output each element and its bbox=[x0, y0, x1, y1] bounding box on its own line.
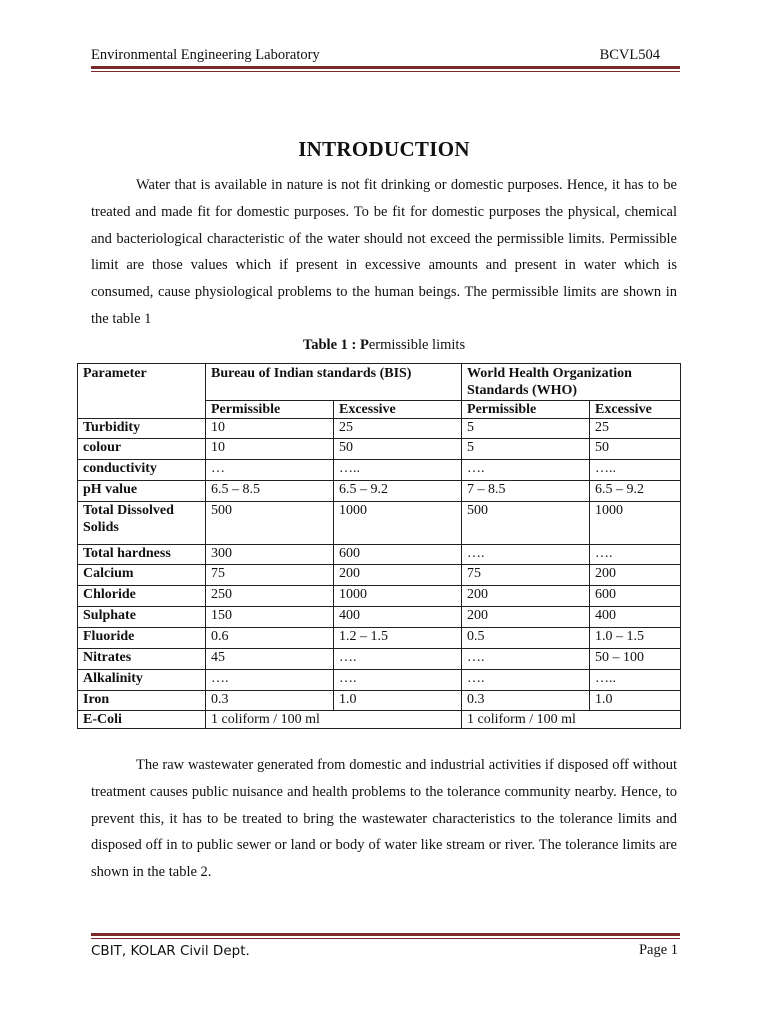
table-row bbox=[78, 565, 681, 586]
cell-bis-excessive: 600 bbox=[334, 545, 462, 565]
subheader-bis-excessive: Excessive bbox=[334, 401, 462, 419]
cell-bis-excessive: 50 bbox=[334, 439, 462, 460]
cell-who-excessive: 1.0 bbox=[590, 691, 681, 711]
table-row bbox=[78, 481, 681, 502]
cell-bis-excessive: 1.0 bbox=[334, 691, 462, 711]
cell-who-permissible: …. bbox=[462, 545, 590, 565]
table-row bbox=[78, 586, 681, 607]
cell-parameter: Fluoride bbox=[78, 628, 206, 649]
table-row bbox=[78, 502, 681, 545]
header-parameter: Parameter bbox=[78, 364, 206, 419]
cell-who-permissible: …. bbox=[462, 460, 590, 481]
cell-bis-excessive: 1.2 – 1.5 bbox=[334, 628, 462, 649]
cell-who-permissible: 5 bbox=[462, 439, 590, 460]
cell-who-permissible: 0.3 bbox=[462, 691, 590, 711]
cell-bis-excessive: 6.5 – 9.2 bbox=[334, 481, 462, 502]
subheader-who-excessive: Excessive bbox=[590, 401, 681, 419]
cell-parameter: Total Dissolved Solids bbox=[78, 502, 206, 545]
footer-rule-thin bbox=[91, 938, 680, 939]
cell-who-permissible: …. bbox=[462, 670, 590, 691]
footer-rule-thick bbox=[91, 933, 680, 936]
cell-bis-permissible: 300 bbox=[206, 545, 334, 565]
header-rule-thick bbox=[91, 66, 680, 69]
table-row-ecoli bbox=[78, 711, 681, 729]
cell-who-excessive: ….. bbox=[590, 460, 681, 481]
cell-who-excessive: 25 bbox=[590, 419, 681, 439]
cell-bis-permissible: 0.3 bbox=[206, 691, 334, 711]
table-caption-rest: ermissible limits bbox=[368, 337, 466, 353]
cell-bis-excessive: 1000 bbox=[334, 586, 462, 607]
cell-who-permissible: 0.5 bbox=[462, 628, 590, 649]
permissible-limits-table bbox=[77, 363, 681, 729]
table-row bbox=[78, 607, 681, 628]
header-rule-thin bbox=[91, 71, 680, 72]
cell-bis-permissible: 0.6 bbox=[206, 628, 334, 649]
page-footer-right: Page 1 bbox=[638, 942, 678, 958]
table-row bbox=[78, 649, 681, 670]
cell-parameter: pH value bbox=[78, 481, 206, 502]
cell-who-excessive: 1.0 – 1.5 bbox=[590, 628, 681, 649]
cell-bis-permissible: 75 bbox=[206, 565, 334, 586]
table-row bbox=[78, 670, 681, 691]
cell-who-excessive: 400 bbox=[590, 607, 681, 628]
cell-parameter: Alkalinity bbox=[78, 670, 206, 691]
header-bis: Bureau of Indian standards (BIS) bbox=[206, 364, 462, 401]
cell-parameter: Nitrates bbox=[78, 649, 206, 670]
table-row bbox=[78, 460, 681, 481]
cell-who-ecoli: 1 coliform / 100 ml bbox=[462, 711, 681, 729]
table-row bbox=[78, 691, 681, 711]
cell-who-permissible: 200 bbox=[462, 586, 590, 607]
cell-parameter: Chloride bbox=[78, 586, 206, 607]
cell-bis-excessive: 400 bbox=[334, 607, 462, 628]
cell-bis-permissible: … bbox=[206, 460, 334, 481]
wastewater-paragraph bbox=[91, 752, 677, 886]
cell-who-excessive: 6.5 – 9.2 bbox=[590, 481, 681, 502]
cell-parameter: Calcium bbox=[78, 565, 206, 586]
intro-paragraph bbox=[91, 172, 677, 333]
page-title: INTRODUCTION bbox=[298, 137, 470, 161]
cell-who-permissible: 500 bbox=[462, 502, 590, 545]
cell-parameter: colour bbox=[78, 439, 206, 460]
cell-who-excessive: 1000 bbox=[590, 502, 681, 545]
table-body bbox=[78, 419, 681, 711]
cell-bis-excessive: …. bbox=[334, 649, 462, 670]
cell-who-excessive: …. bbox=[590, 545, 681, 565]
cell-who-excessive: 200 bbox=[590, 565, 681, 586]
cell-bis-permissible: 10 bbox=[206, 439, 334, 460]
cell-bis-excessive: 200 bbox=[334, 565, 462, 586]
table-caption bbox=[0, 337, 768, 354]
cell-bis-permissible: 250 bbox=[206, 586, 334, 607]
page-footer-left: CBIT, KOLAR Civil Dept. bbox=[91, 943, 250, 959]
cell-bis-excessive: 25 bbox=[334, 419, 462, 439]
table-row bbox=[78, 439, 681, 460]
table-caption-bold: Table 1 : P bbox=[302, 337, 369, 353]
cell-bis-excessive: ….. bbox=[334, 460, 462, 481]
page-header-left: Environmental Engineering Laboratory bbox=[91, 47, 320, 63]
cell-bis-ecoli: 1 coliform / 100 ml bbox=[206, 711, 462, 729]
cell-who-permissible: …. bbox=[462, 649, 590, 670]
cell-who-permissible: 75 bbox=[462, 565, 590, 586]
intro-paragraph-text: Water that is available in nature is not fit drinking or domestic purposes. Hence, it has to be treated and made fit for domestic purposes. To be fit for domestic purposes the physical, chemical and bacteriological characteristic of the water should not exceed the permissible limits. Permissible limit are those values which if present in excessive amounts and present in water which is consumed, cause physiological problems to the human beings. The permissible limits are shown in the table 1 bbox=[91, 177, 677, 327]
cell-who-permissible: 5 bbox=[462, 419, 590, 439]
cell-parameter: Total hardness bbox=[78, 545, 206, 565]
cell-bis-permissible: 10 bbox=[206, 419, 334, 439]
cell-who-excessive: ….. bbox=[590, 670, 681, 691]
cell-who-permissible: 200 bbox=[462, 607, 590, 628]
cell-bis-permissible: 6.5 – 8.5 bbox=[206, 481, 334, 502]
table-header-row bbox=[78, 364, 681, 401]
subheader-who-permissible: Permissible bbox=[462, 401, 590, 419]
cell-bis-excessive: …. bbox=[334, 670, 462, 691]
cell-parameter: E-Coli bbox=[78, 711, 206, 729]
cell-who-excessive: 600 bbox=[590, 586, 681, 607]
header-who: World Health Organization Standards (WHO) bbox=[462, 364, 681, 401]
cell-bis-permissible: …. bbox=[206, 670, 334, 691]
subheader-bis-permissible: Permissible bbox=[206, 401, 334, 419]
table-row bbox=[78, 419, 681, 439]
cell-who-permissible: 7 – 8.5 bbox=[462, 481, 590, 502]
cell-bis-permissible: 500 bbox=[206, 502, 334, 545]
cell-bis-permissible: 45 bbox=[206, 649, 334, 670]
cell-parameter: Iron bbox=[78, 691, 206, 711]
cell-bis-permissible: 150 bbox=[206, 607, 334, 628]
wastewater-paragraph-text: The raw wastewater generated from domestic and industrial activities if disposed off without treatment causes public nuisance and health problems to the tolerance community nearby. Hence, to prevent this, it has to be treated to bring the wastewater characteristics to the tolerance limits and disposed off in to public sewer or land or body of water like stream or river. The tolerance limits are shown in the table 2. bbox=[91, 757, 677, 881]
table-row bbox=[78, 628, 681, 649]
cell-parameter: Turbidity bbox=[78, 419, 206, 439]
cell-parameter: Sulphate bbox=[78, 607, 206, 628]
cell-bis-excessive: 1000 bbox=[334, 502, 462, 545]
table-row bbox=[78, 545, 681, 565]
cell-who-excessive: 50 bbox=[590, 439, 681, 460]
cell-who-excessive: 50 – 100 bbox=[590, 649, 681, 670]
cell-parameter: conductivity bbox=[78, 460, 206, 481]
page-header-right: BCVL504 bbox=[599, 47, 660, 63]
